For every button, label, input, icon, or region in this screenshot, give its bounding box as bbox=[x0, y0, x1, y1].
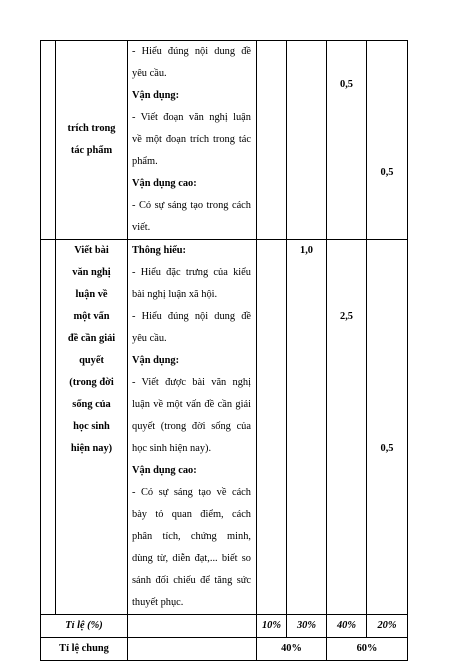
topic-line: Viết bài bbox=[74, 245, 109, 256]
description-line: bày tỏ quan điểm, cách bbox=[132, 509, 251, 520]
topic-line: tác phẩm bbox=[70, 145, 113, 156]
description-cell bbox=[128, 240, 257, 615]
van-dung-cell bbox=[327, 41, 367, 240]
description-block bbox=[128, 240, 256, 614]
description-heading: Vận dụng cao: bbox=[132, 465, 197, 476]
van-dung-cao-score: 0,5 bbox=[380, 443, 394, 454]
topic-line: quyết bbox=[79, 355, 104, 366]
description-line: - Hiểu đúng nội dung đề bbox=[132, 46, 251, 57]
description-line: dùng từ, diễn đạt,... biết so bbox=[132, 553, 251, 564]
description-line: phân tích, chứng minh, bbox=[132, 531, 251, 542]
nhan-biet-cell bbox=[257, 240, 287, 615]
total-row bbox=[41, 638, 408, 661]
description-line: - Có sự sáng tạo trong cách bbox=[132, 200, 251, 211]
description-line: thuyết phục. bbox=[132, 597, 184, 608]
assessment-matrix-table bbox=[40, 40, 408, 661]
table-row bbox=[41, 240, 408, 615]
thong-hieu-cell bbox=[287, 41, 327, 240]
description-line: luận về một vấn đề cần giải bbox=[132, 399, 251, 410]
ratio-thong-hieu: 30% bbox=[287, 615, 327, 638]
topic-line: văn nghị bbox=[72, 267, 111, 278]
description-line: yêu cầu. bbox=[132, 333, 167, 344]
ratio-label: Tỉ lệ (%) bbox=[41, 615, 128, 638]
topic-label bbox=[56, 240, 127, 460]
total-high: 60% bbox=[327, 638, 408, 661]
topic-line: trích trong bbox=[67, 123, 116, 134]
table-row bbox=[41, 41, 408, 240]
description-line: - Viết được bài văn nghị bbox=[132, 377, 251, 388]
description-line: viết. bbox=[132, 222, 151, 233]
description-line: học sinh hiện nay). bbox=[132, 443, 212, 454]
ratio-van-dung-cao: 20% bbox=[367, 615, 408, 638]
ratio-row bbox=[41, 615, 408, 638]
nhan-biet-cell bbox=[257, 41, 287, 240]
topic-line: một vấn bbox=[73, 311, 110, 322]
van-dung-cell bbox=[327, 240, 367, 615]
description-line: - Có sự sáng tạo về cách bbox=[132, 487, 251, 498]
description-block bbox=[128, 41, 256, 239]
description-heading: Thông hiểu: bbox=[132, 245, 186, 256]
ratio-van-dung: 40% bbox=[327, 615, 367, 638]
description-heading: Vận dụng: bbox=[132, 355, 180, 366]
description-heading: Vận dụng cao: bbox=[132, 178, 197, 189]
topic-line: (trong đời bbox=[69, 377, 114, 388]
ratio-nhan-biet: 10% bbox=[257, 615, 287, 638]
van-dung-cao-cell bbox=[367, 240, 408, 615]
description-line: về một đoạn trích trong tác bbox=[132, 134, 251, 145]
topic-cell bbox=[56, 240, 128, 615]
index-cell bbox=[41, 240, 56, 615]
topic-cell bbox=[56, 41, 128, 240]
description-line: - Hiểu đặc trưng của kiểu bbox=[132, 267, 251, 278]
topic-line: sống của bbox=[72, 399, 111, 410]
empty-cell bbox=[128, 638, 257, 661]
description-cell bbox=[128, 41, 257, 240]
topic-line: hiện nay) bbox=[70, 443, 113, 454]
empty-cell bbox=[128, 615, 257, 638]
topic-label bbox=[56, 118, 127, 162]
total-low: 40% bbox=[257, 638, 327, 661]
total-label: Tỉ lệ chung bbox=[41, 638, 128, 661]
topic-line: luận về bbox=[75, 289, 108, 300]
description-line: sánh đối chiếu để tăng sức bbox=[132, 575, 251, 586]
description-line: - Viết đoạn văn nghị luận bbox=[132, 112, 251, 123]
description-heading: Vận dụng: bbox=[132, 90, 180, 101]
description-line: quyết (trong đời sống của bbox=[132, 421, 251, 432]
index-cell bbox=[41, 41, 56, 240]
description-line: yêu cầu. bbox=[132, 68, 167, 79]
van-dung-cao-cell bbox=[367, 41, 408, 240]
topic-line: đề cần giải bbox=[67, 333, 116, 344]
description-line: bài nghị luận xã hội. bbox=[132, 289, 218, 300]
thong-hieu-cell bbox=[287, 240, 327, 615]
thong-hieu-score: 1,0 bbox=[300, 245, 313, 256]
topic-line: học sinh bbox=[73, 421, 110, 432]
description-line: - Hiểu đúng nội dung đề bbox=[132, 311, 251, 322]
van-dung-cao-score: 0,5 bbox=[380, 167, 394, 178]
van-dung-score: 0,5 bbox=[340, 79, 353, 90]
van-dung-score: 2,5 bbox=[340, 311, 353, 322]
description-line: phẩm. bbox=[132, 156, 158, 167]
